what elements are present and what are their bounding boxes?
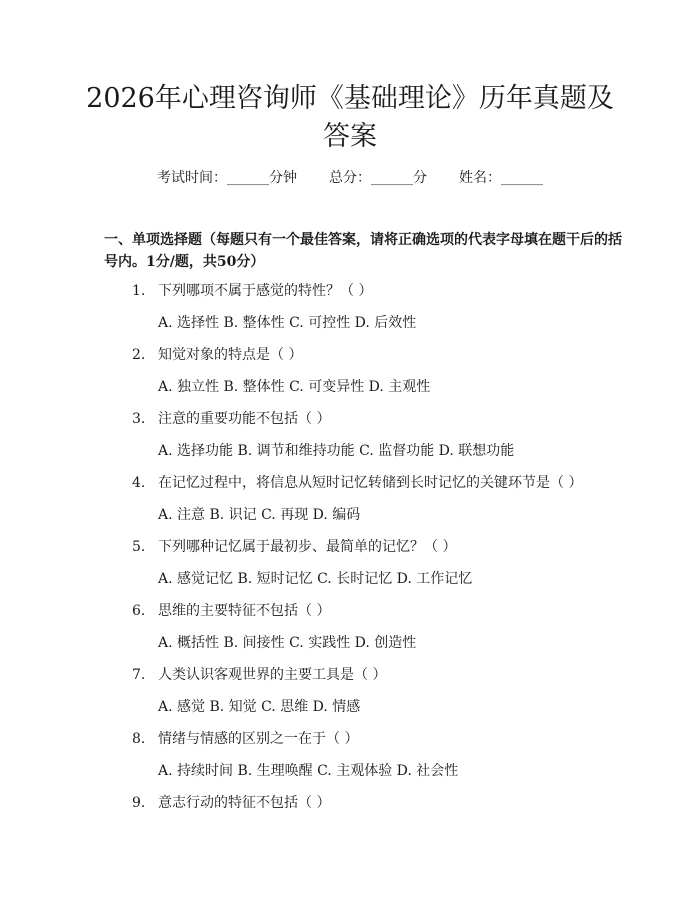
- question-number: 8.: [132, 731, 146, 747]
- question-4: [132, 473, 582, 493]
- question-number: 6.: [132, 603, 146, 619]
- question-1-options: A. 选择性 B. 整体性 C. 可控性 D. 后效性: [158, 315, 417, 331]
- name-field: 姓名：______: [459, 170, 543, 186]
- question-text: 人类认识客观世界的主要工具是（ ）: [158, 667, 387, 683]
- question-text: 在记忆过程中，将信息从短时记忆转储到长时记忆的关键环节是（ ）: [158, 475, 583, 491]
- question-7-options: A. 感觉 B. 知觉 C. 思维 D. 情感: [158, 699, 361, 715]
- total-score-field: 总分：______分: [329, 170, 427, 186]
- question-8: [132, 729, 358, 749]
- question-text: 注意的重要功能不包括（ ）: [158, 411, 331, 427]
- question-6-options: A. 概括性 B. 间接性 C. 实践性 D. 创造性: [158, 635, 417, 651]
- document-title: [0, 80, 700, 156]
- question-text: 下列哪种记忆属于最初步、最简单的记忆？（ ）: [158, 539, 457, 555]
- question-6: [132, 601, 330, 621]
- question-text: 情绪与情感的区别之一在于（ ）: [158, 731, 359, 747]
- question-4-options: A. 注意 B. 识记 C. 再现 D. 编码: [158, 507, 361, 523]
- question-number: 2.: [132, 347, 146, 363]
- title-line-2: 答案: [323, 121, 377, 152]
- title-line-1: 2026年心理咨询师《基础理论》历年真题及: [86, 83, 614, 114]
- question-number: 3.: [132, 411, 146, 427]
- question-3-options: A. 选择功能 B. 调节和维持功能 C. 监督功能 D. 联想功能: [158, 443, 515, 459]
- question-number: 5.: [132, 539, 146, 555]
- question-text: 思维的主要特征不包括（ ）: [158, 603, 331, 619]
- question-9: [132, 793, 330, 813]
- question-text: 意志行动的特征不包括（ ）: [158, 795, 331, 811]
- question-7: [132, 665, 386, 685]
- question-text: 知觉对象的特点是（ ）: [158, 347, 303, 363]
- question-number: 4.: [132, 475, 146, 491]
- question-2-options: A. 独立性 B. 整体性 C. 可变异性 D. 主观性: [158, 379, 431, 395]
- question-number: 9.: [132, 795, 146, 811]
- question-1: [132, 281, 372, 301]
- question-8-options: A. 持续时间 B. 生理唤醒 C. 主观体验 D. 社会性: [158, 763, 459, 779]
- question-number: 1.: [132, 283, 146, 299]
- exam-time-field: 考试时间：______分钟: [157, 170, 297, 186]
- question-5: [132, 537, 456, 557]
- question-number: 7.: [132, 667, 146, 683]
- question-text: 下列哪项不属于感觉的特性？（ ）: [158, 283, 373, 299]
- question-3: [132, 409, 330, 429]
- section-heading: 一、单项选择题（每题只有一个最佳答案，请将正确选项的代表字母填在题干后的括号内。1分/题，共50分）: [104, 232, 622, 270]
- question-2: [132, 345, 302, 365]
- question-5-options: A. 感觉记忆 B. 短时记忆 C. 长时记忆 D. 工作记忆: [158, 571, 473, 587]
- exam-info-row: [0, 168, 700, 188]
